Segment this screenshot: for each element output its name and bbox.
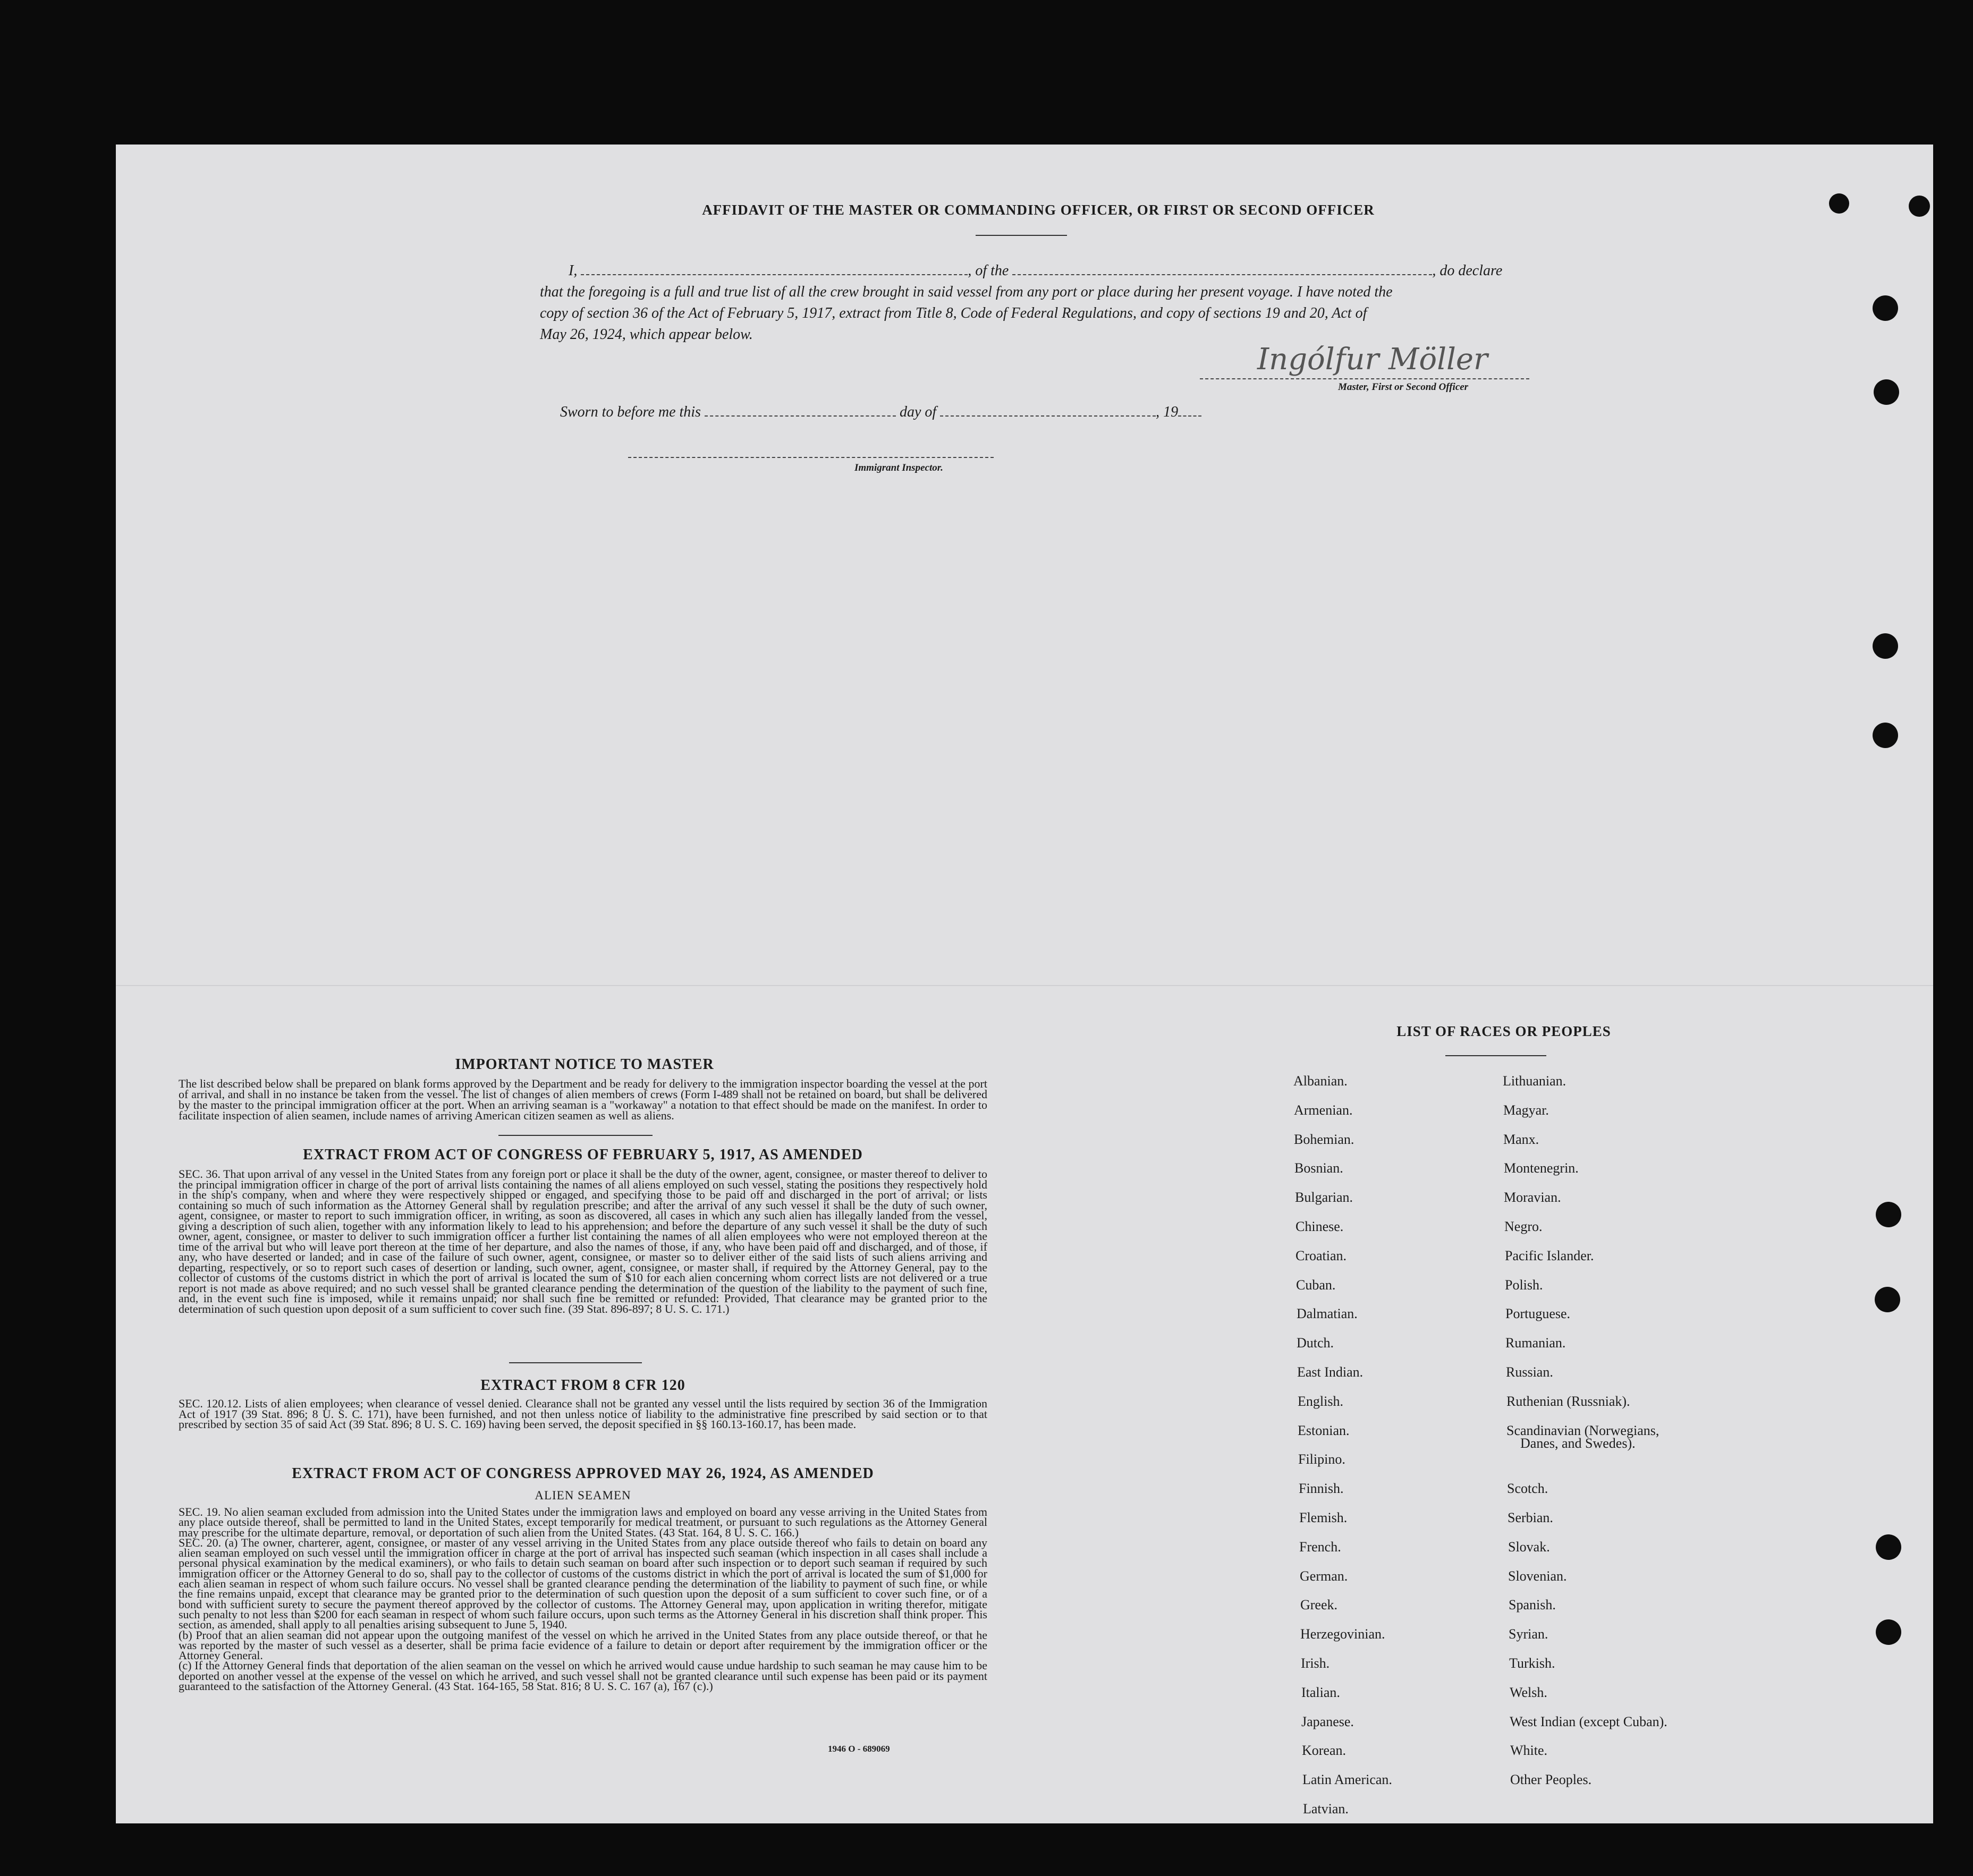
affidavit-line-1 xyxy=(540,262,1549,279)
race-item: Lithuanian. xyxy=(1503,1073,1566,1089)
race-item: Bohemian. xyxy=(1294,1132,1354,1147)
affidavit-title: AFFIDAVIT OF THE MASTER OR COMMANDING OFFICER, OR FIRST OR SECOND OFFICER xyxy=(702,202,1375,218)
extract-1924-text xyxy=(179,1507,987,1691)
race-item: Montenegrin. xyxy=(1504,1160,1579,1176)
punch-hole xyxy=(1909,196,1930,217)
race-item: Ruthenian (Russniak). xyxy=(1506,1394,1630,1409)
do-declare-label: , do declare xyxy=(1432,262,1503,279)
race-item: Finnish. xyxy=(1299,1481,1344,1496)
race-item: Armenian. xyxy=(1294,1102,1353,1118)
race-item: Dalmatian. xyxy=(1297,1306,1358,1321)
race-item: Korean. xyxy=(1302,1743,1347,1758)
race-item: Latin American. xyxy=(1302,1772,1392,1787)
sworn-day-blank[interactable] xyxy=(705,415,896,417)
document-sheet xyxy=(116,145,1933,1823)
punch-hole xyxy=(1873,295,1898,321)
race-item: Slovenian. xyxy=(1508,1568,1567,1584)
race-item: Croatian. xyxy=(1295,1248,1347,1263)
race-item: Pacific Islander. xyxy=(1505,1248,1594,1263)
race-item: Polish. xyxy=(1505,1277,1543,1293)
notice-text: The list described below shall be prepared on blank forms approved by the Department and be ready for delivery to the immigration inspector boarding the vessel at the port of arrival, and shall in no instance be taken from the vessel. The list of changes of alien members of crews (Form I-489 shall not be retained on board, but shall be delivered by the master to the principal immigration officer at the port. When an arriving seaman is a "workaway" a notation to that effect should be made on the manifest. In order to facilitate inspection of alien seamen, include names of arriving American citizen seamen as well as aliens. xyxy=(179,1077,987,1122)
punch-hole xyxy=(1876,1202,1901,1227)
affidavit-line-2: that the foregoing is a full and true list of all the crew brought in said vessel from any port or place during her present voyage. I have noted the xyxy=(540,284,1393,300)
extract-1924-title: EXTRACT FROM ACT OF CONGRESS APPROVED MAY 26, 1924, AS AMENDED xyxy=(292,1465,874,1482)
race-item: Syrian. xyxy=(1509,1626,1548,1642)
print-code: 1946 O - 689069 xyxy=(828,1744,890,1754)
master-signature: Ingólfur Möller xyxy=(1257,342,1488,377)
punch-hole xyxy=(1829,193,1849,214)
extract-cfr-text: SEC. 120.12. Lists of alien employees; when clearance of vessel denied. Clearance shall not be granted any vessel until the lists required by section 36 of the Immigration Act of 1917 (39 Stat. 896; 8 U. S. C. 171), have been furnished, and not then unless notice of liability to the administrative fine prescribed by said section or to that prescribed by section 35 of said Act (39 Stat. 896; 8 U. S. C. 169) having been served, the deposit specified in §§ 160.13-160.17, has been made. xyxy=(179,1397,987,1431)
race-item: Other Peoples. xyxy=(1510,1772,1592,1787)
race-item: Chinese. xyxy=(1295,1219,1344,1234)
year-blank[interactable] xyxy=(1178,415,1201,417)
race-item: Scandinavian (Norwegians, xyxy=(1506,1423,1659,1438)
race-item: Bulgarian. xyxy=(1295,1190,1353,1205)
vessel-blank[interactable] xyxy=(1012,274,1432,275)
sworn-line xyxy=(560,404,1304,421)
race-item: Serbian. xyxy=(1508,1510,1553,1525)
sec-20c-text: (c) If the Attorney General finds that deportation of the alien seaman on the vessel on which he arrived would cause undue hardship to such seaman he may cause him to be deported on another vessel at the expense of the vessel on which he arrived, and such vessel shall not be granted clearance until such expense has been paid or its payment guaranteed to the satisfaction of the Attorney General. (43 Stat. 164-165, 58 Stat. 816; 8 U. S. C. 167 (a), 167 (c).) xyxy=(179,1659,987,1693)
race-item: Portuguese. xyxy=(1505,1306,1571,1321)
race-item: Filipino. xyxy=(1298,1451,1345,1467)
race-item: Turkish. xyxy=(1509,1656,1555,1671)
race-item: French. xyxy=(1299,1539,1341,1555)
punch-hole xyxy=(1875,1287,1900,1312)
race-item: Flemish. xyxy=(1299,1510,1348,1525)
race-item: Irish. xyxy=(1301,1656,1330,1671)
year-prefix: , 19 xyxy=(1156,404,1179,420)
race-item: Bosnian. xyxy=(1294,1160,1343,1176)
race-item: Moravian. xyxy=(1504,1190,1561,1205)
race-item: Cuban. xyxy=(1296,1277,1336,1293)
race-item: Scotch. xyxy=(1507,1481,1548,1496)
race-item: Danes, and Swedes). xyxy=(1520,1436,1636,1451)
punch-hole xyxy=(1876,1534,1901,1560)
notice-title: IMPORTANT NOTICE TO MASTER xyxy=(455,1056,714,1073)
section-divider xyxy=(509,1362,642,1363)
race-item: German. xyxy=(1300,1568,1348,1584)
race-item: Welsh. xyxy=(1510,1685,1547,1700)
extract-1917-title: EXTRACT FROM ACT OF CONGRESS OF FEBRUARY 5, 1917, AS AMENDED xyxy=(303,1147,863,1163)
race-item: Magyar. xyxy=(1503,1102,1549,1118)
inspector-caption: Immigrant Inspector. xyxy=(854,462,943,473)
punch-hole xyxy=(1876,1619,1901,1645)
affidavit-line-4: May 26, 1924, which appear below. xyxy=(540,326,753,343)
extract-1917-text: SEC. 36. That upon arrival of any vessel in the United States from any foreign port or place it shall be the duty of the owner, agent, consignee, or master thereof to deliver to the principal immigration officer in charge of the port of arrival lists containing the names of all aliens employed on such vessel, stating the positions they respectively hold in the ship's company, when and where they were respectively shipped or engaged, and specifying those to be paid off and discharged in the port of arrival; or lists containing so much of such information as the Attorney General shall by regulation prescribe; and after the arrival of any such vessel it shall be the duty of such owner, agent, consignee, or master to report to such immigration officer, in writing, as soon as discovered, all cases in which any such alien has illegally landed from the vessel, giving a description of such alien, together with any information likely to lead to his apprehension; and before the departure of any such vessel it shall be the duty of such owner, agent, consignee, or master to deliver to such immigration officer a further list containing the names of all alien employees who were not employed thereon at the time of the arrival but who will leave port thereon at the time of her departure, and also the names of those, if any, who have been paid off and discharged, and of those, if any, who have deserted or landed; and in case of the failure of such owner, agent, consignee, or master so to deliver either of the said lists of such aliens arriving and departing, respectively, or so to report such cases of desertion or landing, such owner, agent, consignee, or master shall, if required by the Attorney General, pay to the collector of customs of the customs district in which the port of arrival is located the sum of $10 for each alien concerning whom correct lists are not delivered or a true report is not made as above required; and no such vessel shall be granted clearance pending the determination of the question of the liability to the payment of such fine, and, in the event such fine is imposed, while it remains unpaid; nor shall such fine be remitted or refunded: Provided, That clearance may be granted prior to the determination of such question upon deposit of a sum sufficient to cover such fine. (39 Stat. 896-897; 8 U. S. C. 171.) xyxy=(179,1167,987,1315)
punch-hole xyxy=(1873,723,1898,748)
races-title-underline xyxy=(1445,1055,1546,1056)
race-item: Slovak. xyxy=(1508,1539,1550,1555)
sworn-label: Sworn to before me this xyxy=(560,404,701,420)
section-divider xyxy=(498,1135,653,1136)
of-the-label: , of the xyxy=(968,262,1009,279)
title-underline xyxy=(976,235,1067,236)
punch-hole xyxy=(1874,379,1899,405)
race-item: Russian. xyxy=(1506,1364,1553,1380)
race-item: Dutch. xyxy=(1297,1335,1334,1351)
race-item: Manx. xyxy=(1503,1132,1539,1147)
race-item: Latvian. xyxy=(1303,1801,1349,1816)
fold-line xyxy=(116,985,1933,986)
sec-20a-text: SEC. 20. (a) The owner, charterer, agent, consignee, or master of any vessel arriving in the United States from any place outside thereof who fails to detain on board any alien seaman employed on such vessel until the immigration officer in charge at the port of arrival has inspected such seaman (which inspection in all cases shall include a personal physical examination by the medical examiners), or who fails to detain such seaman on board after such inspection or to deport such seaman if required by such immigration officer or the Attorney General to do so, shall pay to the collector of customs of the customs district in which the port of arrival is located the sum of $1,000 for each alien seaman in respect of whom such failure occurs. No vessel shall be granted clearance pending the determination of the liability to payment of such fine, or while the fine remains unpaid, except that clearance may be granted prior to the determination of such question upon the deposit of a sum sufficient to cover such fine, or of a bond with sufficient surety to secure the payment thereof approved by the collector of customs. The Attorney General may, upon application in writing therefor, mitigate such penalty to not less than $200 for each seaman in respect of whom such failure occurs, upon such terms as the Attorney General in his discretion shall think proper. This section, as amended, shall apply to all penalties arising subsequent to June 5, 1940. xyxy=(179,1535,987,1632)
race-item: Negro. xyxy=(1504,1219,1543,1234)
race-item: Albanian. xyxy=(1293,1073,1348,1089)
races-title: LIST OF RACES OR PEOPLES xyxy=(1396,1023,1611,1039)
inspector-line xyxy=(628,457,994,458)
extract-cfr-title: EXTRACT FROM 8 CFR 120 xyxy=(480,1377,685,1394)
race-item: Spanish. xyxy=(1509,1597,1556,1612)
race-item: Japanese. xyxy=(1301,1714,1354,1729)
race-item: Rumanian. xyxy=(1505,1335,1566,1351)
sec-19-text: SEC. 19. No alien seaman excluded from admission into the United States under the immigration laws and employed on board any vesse arriving in the United States from any place outside thereof, shall be permitted to land in the United States, except temporarily for medical treatment, or pursuant to such regulations as the Attorney General may prescribe for the ultimate departure, removal, or deportation of such alien from the United States. (43 Stat. 164, 8 U. S. C. 166.) xyxy=(179,1505,987,1539)
signature-caption: Master, First or Second Officer xyxy=(1338,381,1469,393)
race-item: Italian. xyxy=(1301,1685,1340,1700)
race-item: Herzegovinian. xyxy=(1300,1626,1385,1642)
signature-line xyxy=(1200,378,1529,379)
race-item: English. xyxy=(1298,1394,1343,1409)
race-item: West Indian (except Cuban). xyxy=(1510,1714,1667,1729)
day-of-label: day of xyxy=(899,404,937,420)
sec-20b-text: (b) Proof that an alien seaman did not appear upon the outgoing manifest of the vessel on which he arrived in the United States from any place outside thereof, or that he was reported by the master of such vessel as a deserter, shall be prima facie evidence of a failure to detain or deport after requirement by the immigration officer or the Attorney General. xyxy=(179,1628,987,1662)
i-label: I, xyxy=(569,262,578,279)
name-blank[interactable] xyxy=(581,274,968,275)
race-item: Greek. xyxy=(1300,1597,1338,1612)
race-item: Estonian. xyxy=(1298,1423,1350,1438)
race-item: East Indian. xyxy=(1297,1364,1364,1380)
sworn-month-blank[interactable] xyxy=(940,415,1156,417)
affidavit-line-3: copy of section 36 of the Act of February 5, 1917, extract from Title 8, Code of Federal Regulations, and copy of sections 19 and 20, Act of xyxy=(540,305,1367,321)
race-item: White. xyxy=(1510,1743,1548,1758)
punch-hole xyxy=(1873,633,1898,659)
alien-seamen-subtitle: ALIEN SEAMEN xyxy=(535,1489,631,1502)
